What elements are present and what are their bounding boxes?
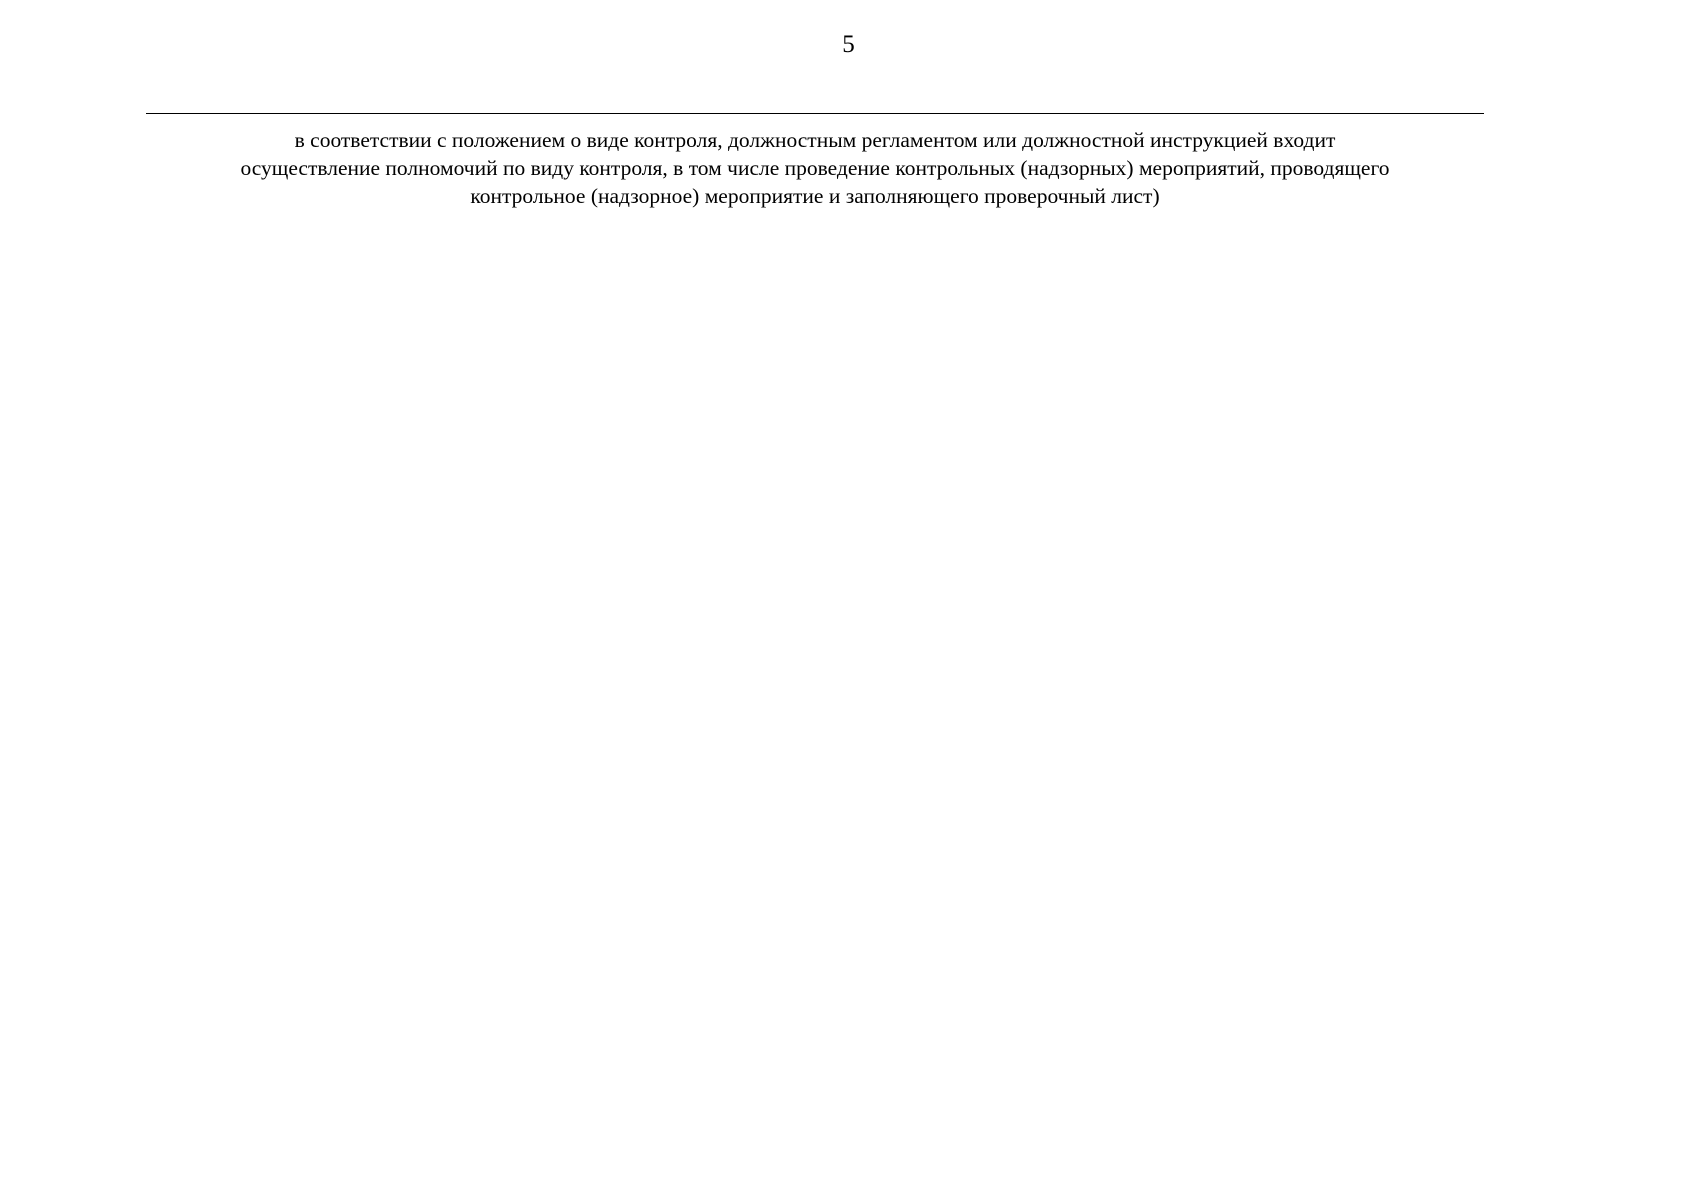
page-number: 5 (842, 31, 855, 58)
caption-line-2: осуществление полномочий по виду контроля, в том числе проведение контрольных (надзорных) мероприятий, проводящего (240, 156, 1390, 180)
caption-line-1: в соответствии с положением о виде контроля, должностным регламентом или должностной инструкцией входит (294, 128, 1336, 152)
signature-caption (146, 126, 1484, 210)
signature-underline (146, 113, 1484, 114)
caption-line-3: контрольное (надзорное) мероприятие и заполняющего проверочный лист) (470, 184, 1160, 208)
